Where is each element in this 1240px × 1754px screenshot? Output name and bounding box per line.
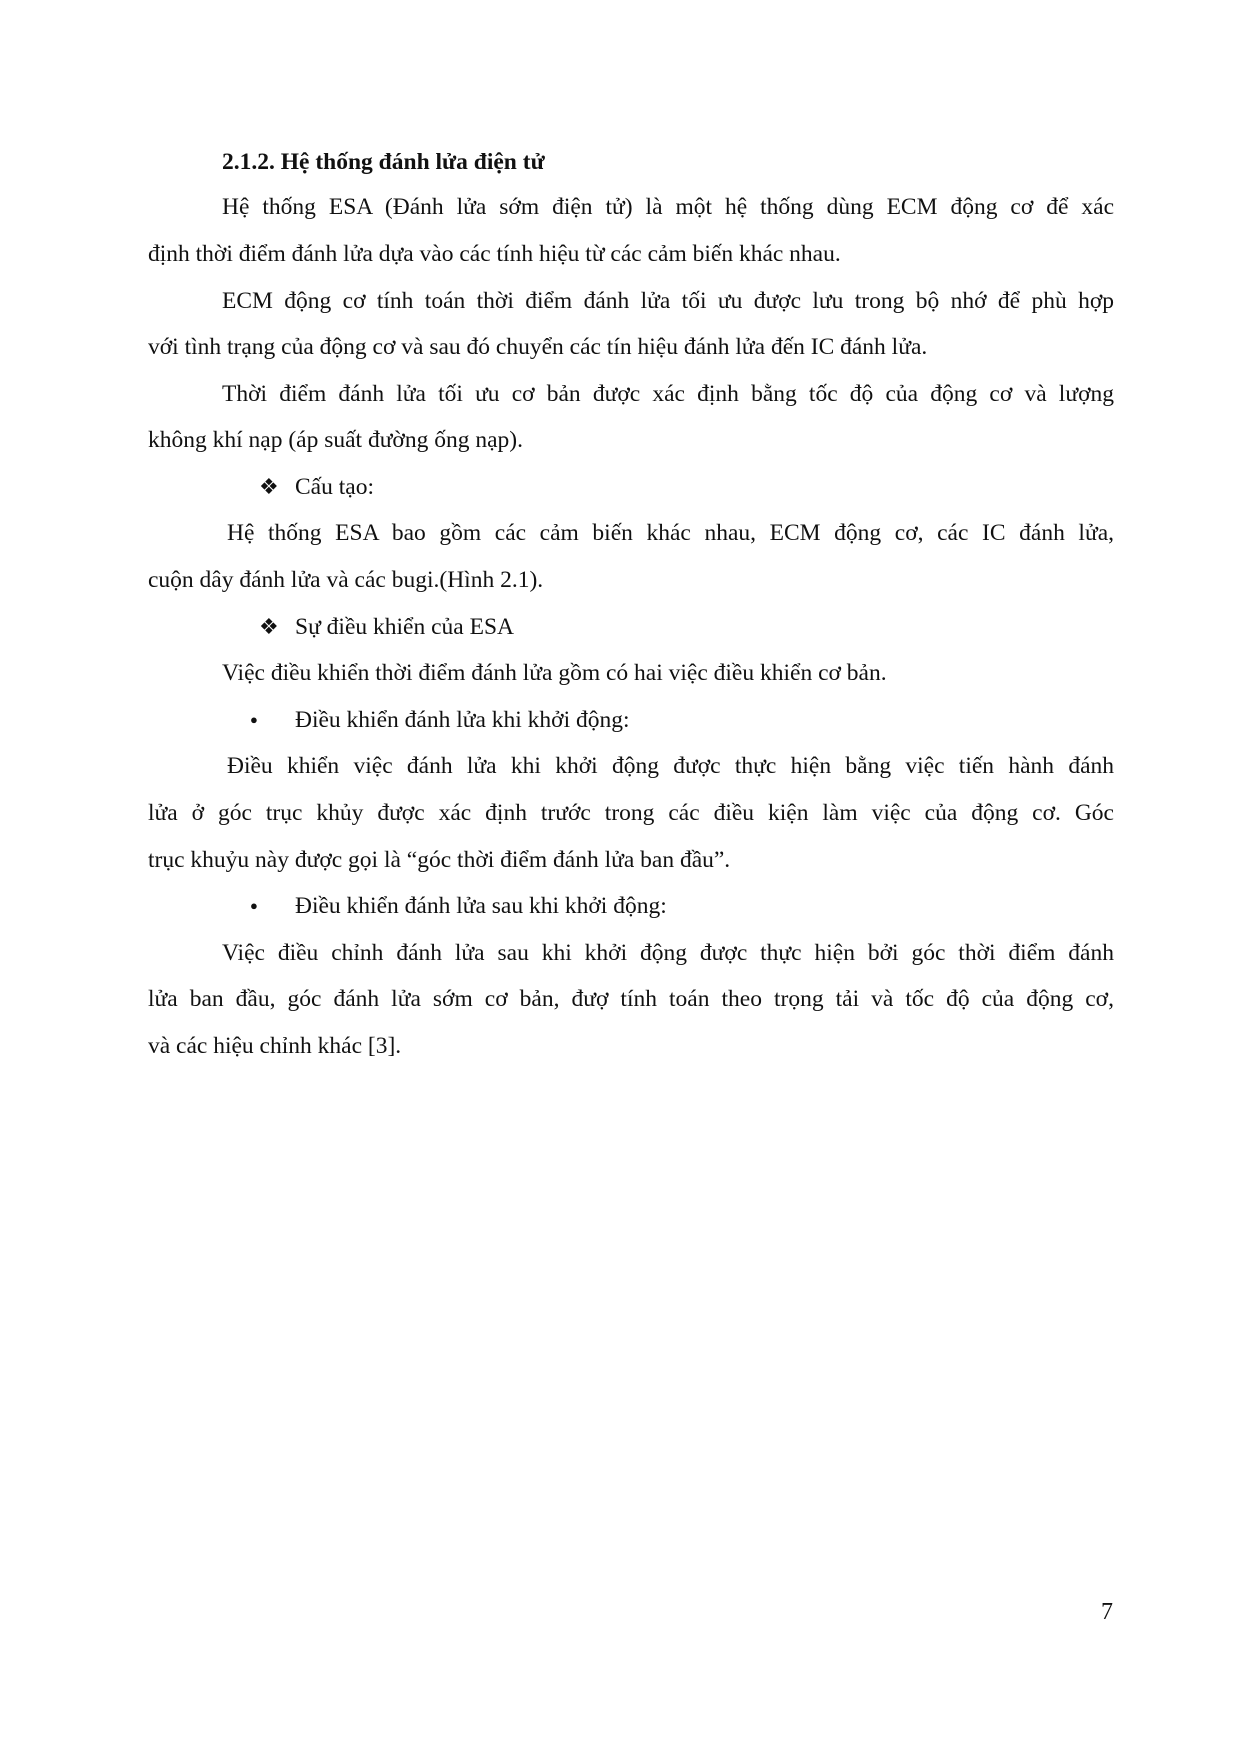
paragraph-4-line-2: cuộn dây đánh lửa và các bugi.(Hình 2.1). bbox=[148, 567, 544, 593]
paragraph-6-line-3: trục khuỷu này được gọi là “góc thời điểm đánh lửa ban đầu”. bbox=[148, 847, 731, 873]
paragraph-2-line-1: ECM động cơ tính toán thời điểm đánh lửa tối ưu được lưu trong bộ nhớ để phù hợp bbox=[222, 288, 1114, 314]
bullet-start-ignition: Điều khiển đánh lửa khi khởi động: bbox=[295, 707, 630, 733]
bullet-dot-icon: ● bbox=[250, 898, 258, 913]
paragraph-1-line-2: định thời điểm đánh lửa dựa vào các tính hiệu từ các cảm biến khác nhau. bbox=[148, 241, 841, 267]
paragraph-5-line-1: Việc điều khiển thời điểm đánh lửa gồm có hai việc điều khiển cơ bản. bbox=[222, 660, 887, 686]
paragraph-3-line-1: Thời điểm đánh lửa tối ưu cơ bản được xác định bằng tốc độ của động cơ và lượng bbox=[222, 381, 1114, 407]
paragraph-1-line-1: Hệ thống ESA (Đánh lửa sớm điện tử) là một hệ thống dùng ECM động cơ để xác bbox=[222, 194, 1114, 220]
paragraph-7-line-3: và các hiệu chỉnh khác [3]. bbox=[148, 1033, 402, 1059]
paragraph-3-line-2: không khí nạp (áp suất đường ống nạp). bbox=[148, 427, 523, 453]
paragraph-4-line-1: Hệ thống ESA bao gồm các cảm biến khác nhau, ECM động cơ, các IC đánh lửa, bbox=[227, 520, 1114, 546]
subheading-esa-control: Sự điều khiển của ESA bbox=[295, 614, 514, 640]
diamond-bullet-icon: ❖ bbox=[259, 614, 279, 639]
diamond-bullet-icon: ❖ bbox=[259, 474, 279, 499]
paragraph-2-line-2: với tình trạng của động cơ và sau đó chuyển các tín hiệu đánh lửa đến IC đánh lửa. bbox=[148, 334, 928, 360]
paragraph-7-line-2: lửa ban đầu, góc đánh lửa sớm cơ bản, đượ tính toán theo trọng tải và tốc độ của động cơ, bbox=[148, 986, 1114, 1012]
section-heading: 2.1.2. Hệ thống đánh lửa điện tử bbox=[222, 149, 545, 175]
bullet-dot-icon: ● bbox=[250, 712, 258, 727]
bullet-after-start-ignition: Điều khiển đánh lửa sau khi khởi động: bbox=[295, 893, 667, 919]
page-number: 7 bbox=[1101, 1599, 1113, 1625]
paragraph-6-line-2: lửa ở góc trục khủy được xác định trước trong các điều kiện làm việc của động cơ. Góc bbox=[148, 800, 1114, 826]
paragraph-7-line-1: Việc điều chỉnh đánh lửa sau khi khởi động được thực hiện bởi góc thời điểm đánh bbox=[222, 940, 1114, 966]
paragraph-6-line-1: Điều khiển việc đánh lửa khi khởi động được thực hiện bằng việc tiến hành đánh bbox=[227, 753, 1114, 779]
subheading-structure: Cấu tạo: bbox=[295, 474, 374, 500]
